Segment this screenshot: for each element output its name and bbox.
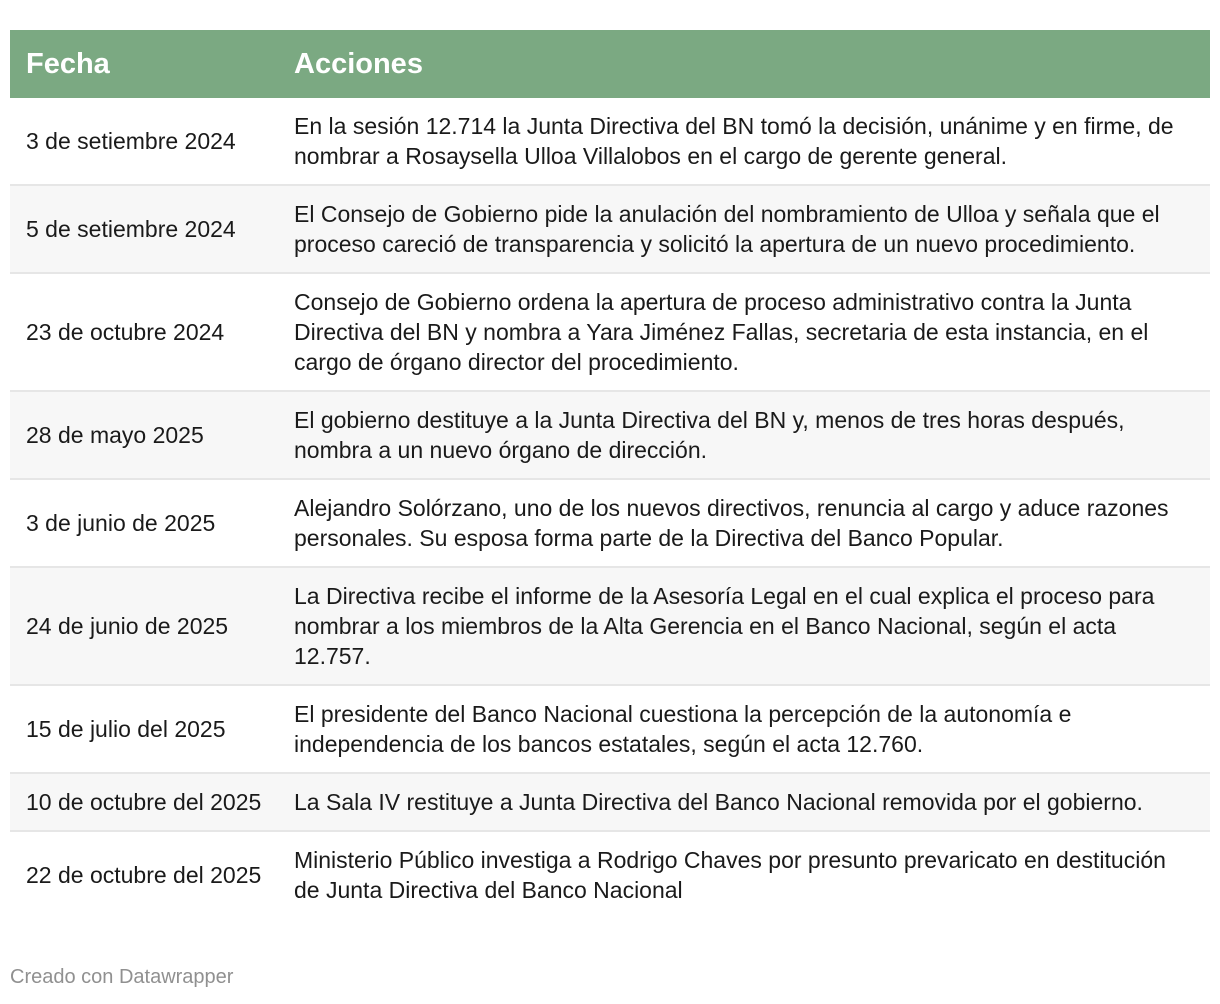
cell-acciones: Alejandro Solórzano, uno de los nuevos directivos, renuncia al cargo y aduce razones personales. Su esposa forma parte de la Directiva del Banco Popular. bbox=[278, 479, 1210, 567]
table-row bbox=[10, 273, 1210, 391]
cell-fecha: 5 de setiembre 2024 bbox=[10, 185, 278, 273]
cell-fecha: 23 de octubre 2024 bbox=[10, 273, 278, 391]
cell-fecha: 22 de octubre del 2025 bbox=[26, 862, 262, 888]
table-row bbox=[10, 98, 1210, 185]
cell-fecha: 10 de octubre del 2025 bbox=[10, 773, 278, 831]
timeline-table bbox=[10, 30, 1210, 918]
cell-fecha: 15 de julio del 2025 bbox=[10, 685, 278, 773]
cell-acciones: Consejo de Gobierno ordena la apertura de proceso administrativo contra la Junta Directiva del BN y nombra a Yara Jiménez Fallas, secretaria de esta instancia, en el cargo de órgano director del procedimiento. bbox=[278, 273, 1210, 391]
cell-fecha: 28 de mayo 2025 bbox=[10, 391, 278, 479]
cell-acciones: La Sala IV restituye a Junta Directiva del Banco Nacional removida por el gobierno. bbox=[278, 773, 1210, 831]
table-row bbox=[10, 567, 1210, 685]
table-row bbox=[10, 479, 1210, 567]
cell-acciones: El gobierno destituye a la Junta Directiva del BN y, menos de tres horas después, nombra a un nuevo órgano de dirección. bbox=[278, 391, 1210, 479]
table-row bbox=[10, 391, 1210, 479]
timeline-table-container bbox=[10, 30, 1210, 918]
table-row bbox=[10, 773, 1210, 831]
header-acciones: Acciones bbox=[278, 30, 1210, 98]
header-fecha: Fecha bbox=[10, 30, 278, 98]
cell-acciones: En la sesión 12.714 la Junta Directiva del BN tomó la decisión, unánime y en firme, de nombrar a Rosaysella Ulloa Villalobos en el cargo de gerente general. bbox=[278, 98, 1210, 185]
cell-fecha: 3 de setiembre 2024 bbox=[10, 98, 278, 185]
cell-acciones: El Consejo de Gobierno pide la anulación del nombramiento de Ulloa y señala que el proceso careció de transparencia y solicitó la apertura de un nuevo procedimiento. bbox=[278, 185, 1210, 273]
table-header-row bbox=[10, 30, 1210, 98]
cell-acciones: Ministerio Público investiga a Rodrigo Chaves por presunto prevaricato en destitución de Junta Directiva del Banco Nacional bbox=[294, 847, 1166, 903]
cell-acciones: La Directiva recibe el informe de la Asesoría Legal en el cual explica el proceso para nombrar a los miembros de la Alta Gerencia en el Banco Nacional, según el acta 12.757. bbox=[278, 567, 1210, 685]
cell-acciones: El presidente del Banco Nacional cuestiona la percepción de la autonomía e independencia de los bancos estatales, según el acta 12.760. bbox=[278, 685, 1210, 773]
cell-fecha: 24 de junio de 2025 bbox=[10, 567, 278, 685]
table-row bbox=[10, 185, 1210, 273]
table-row bbox=[10, 685, 1210, 773]
table-row bbox=[10, 831, 1210, 918]
cell-fecha: 3 de junio de 2025 bbox=[10, 479, 278, 567]
table-body bbox=[10, 98, 1210, 918]
datawrapper-credit: Creado con Datawrapper bbox=[10, 966, 234, 988]
